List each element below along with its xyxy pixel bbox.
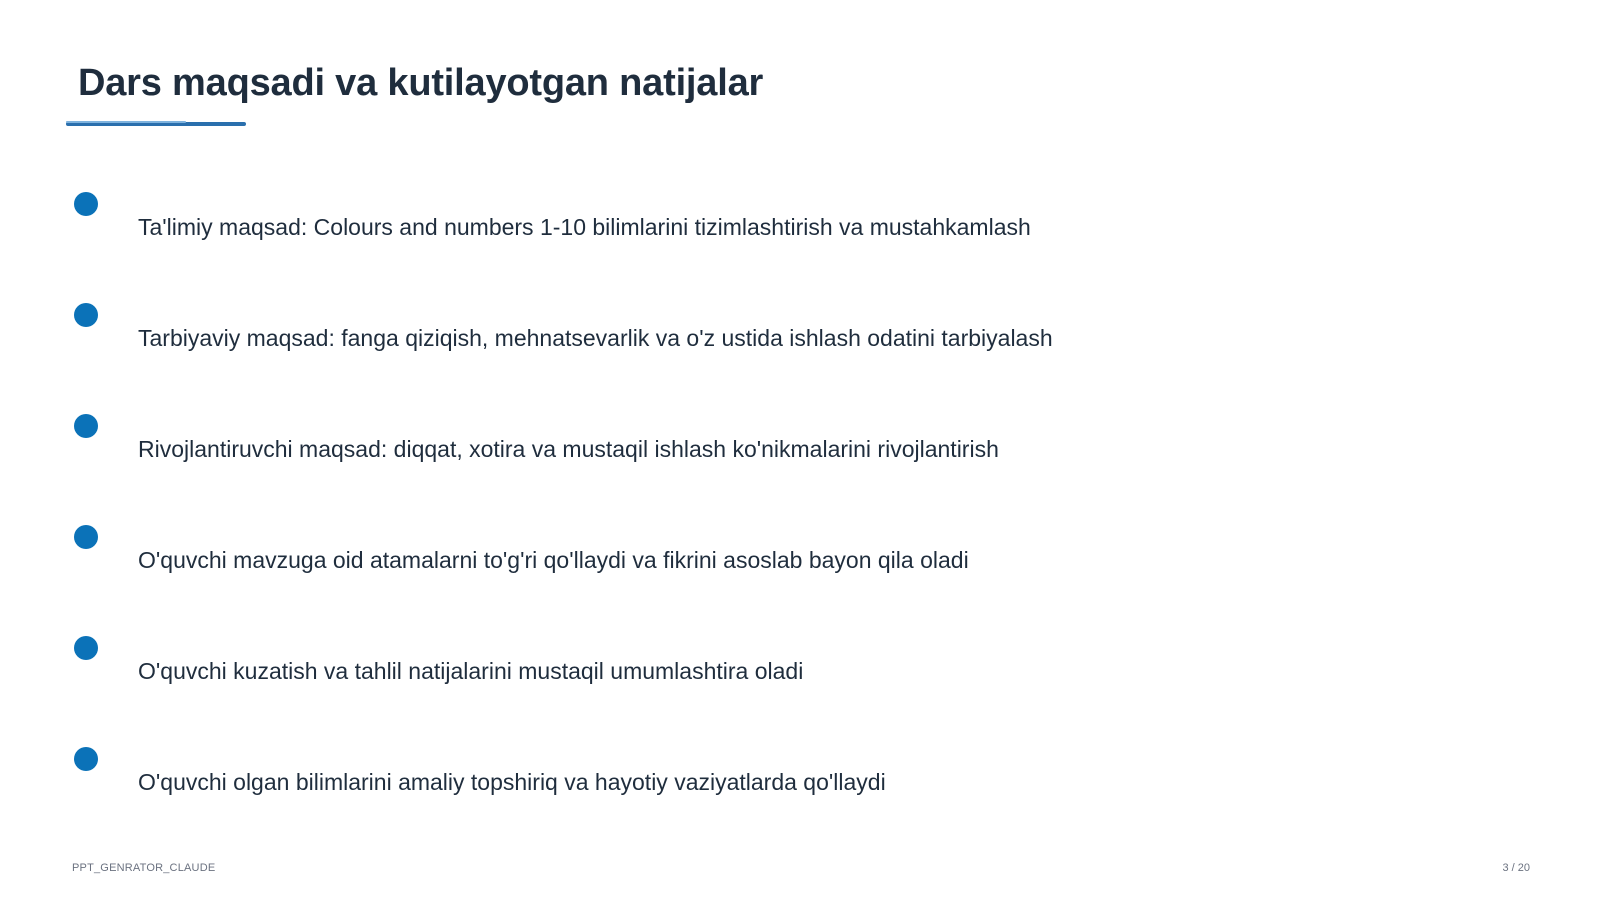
footer-source-label: PPT_GENRATOR_CLAUDE	[72, 862, 216, 874]
title-underline-accent	[66, 121, 186, 123]
bullet-text: Rivojlantiruvchi maqsad: diqqat, xotira va mustaqil ishlash ko'nikmalarini rivojlantirish	[138, 436, 999, 462]
bullet-item	[74, 414, 1374, 474]
bullet-item	[74, 192, 1374, 252]
bullet-text: Tarbiyaviy maqsad: fanga qiziqish, mehnatsevarlik va o'z ustida ishlash odatini tarbiyalash	[138, 325, 1053, 351]
bullet-item	[74, 747, 1374, 807]
bullet-text: Ta'limiy maqsad: Colours and numbers 1-10 bilimlarini tizimlashtirish va mustahkamlash	[138, 214, 1031, 240]
bullet-dot-icon	[74, 414, 98, 438]
title-underline	[66, 122, 246, 126]
bullet-dot-icon	[74, 747, 98, 771]
bullet-dot-icon	[74, 192, 98, 216]
bullet-text: O'quvchi kuzatish va tahlil natijalarini mustaqil umumlashtira oladi	[138, 658, 804, 684]
bullet-dot-icon	[74, 303, 98, 327]
slide-title: Dars maqsadi va kutilayotgan natijalar	[78, 62, 764, 104]
page-number: 3 / 20	[1502, 862, 1530, 874]
bullet-dot-icon	[74, 636, 98, 660]
bullet-text: O'quvchi mavzuga oid atamalarni to'g'ri qo'llaydi va fikrini asoslab bayon qila oladi	[138, 547, 969, 573]
bullet-item	[74, 303, 1374, 363]
bullet-text: O'quvchi olgan bilimlarini amaliy topshiriq va hayotiy vaziyatlarda qo'llaydi	[138, 769, 886, 795]
bullet-dot-icon	[74, 525, 98, 549]
bullet-item	[74, 525, 1374, 585]
bullet-item	[74, 636, 1374, 696]
